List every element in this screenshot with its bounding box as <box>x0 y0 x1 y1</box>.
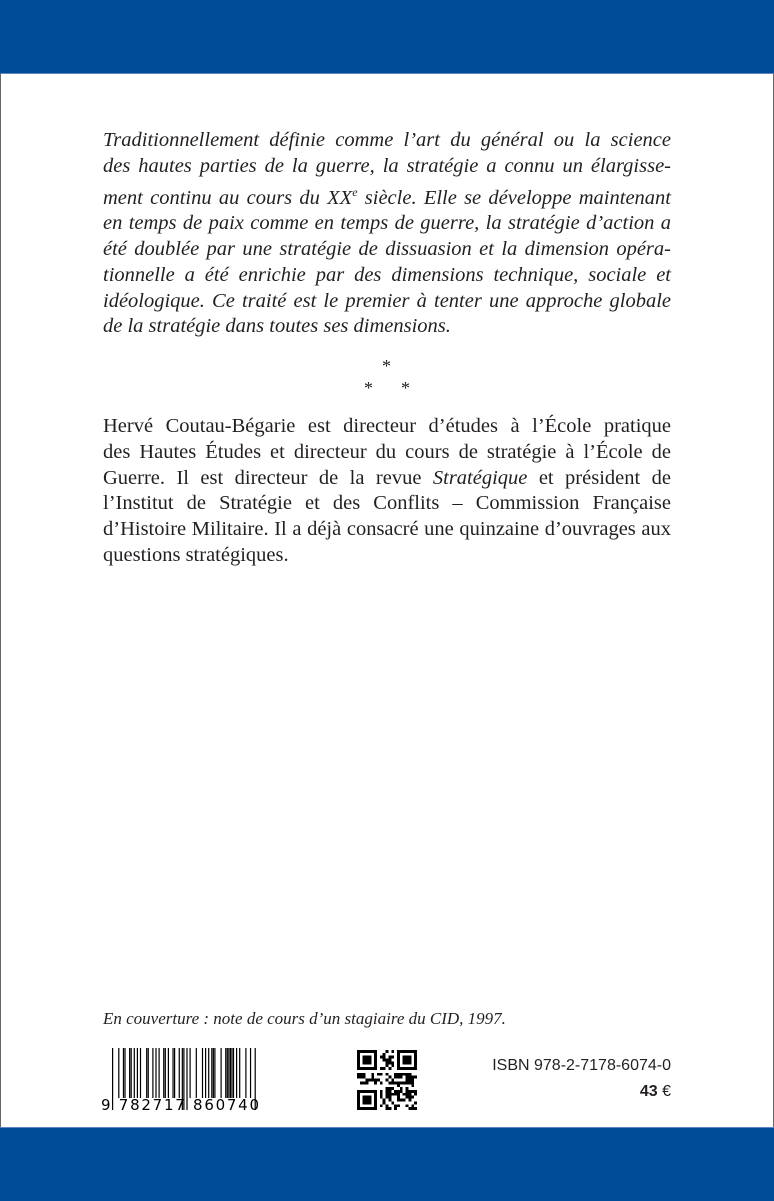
qr-module <box>408 1073 411 1076</box>
qr-module <box>411 1104 414 1107</box>
qr-module <box>366 1099 369 1102</box>
bio-line: Guerre. Il est directeur de la revue Stratégique et président de <box>103 466 671 489</box>
qr-module <box>408 1093 411 1096</box>
qr-module <box>366 1079 369 1082</box>
qr-module <box>366 1090 369 1093</box>
qr-module <box>360 1067 363 1070</box>
barcode-bar <box>245 1048 246 1098</box>
qr-module <box>360 1081 363 1084</box>
separator-asterisk: * <box>382 356 391 376</box>
qr-module <box>408 1090 411 1093</box>
qr-module <box>380 1104 383 1107</box>
qr-module <box>371 1107 374 1110</box>
qr-module <box>406 1050 409 1053</box>
barcode-bar <box>202 1048 203 1098</box>
qr-module <box>408 1079 411 1082</box>
qr-module <box>388 1090 391 1093</box>
qr-module <box>363 1099 366 1102</box>
qr-module <box>414 1064 417 1067</box>
qr-module <box>400 1073 403 1076</box>
qr-module <box>368 1056 371 1059</box>
qr-module <box>363 1059 366 1062</box>
barcode-bar <box>227 1048 228 1098</box>
qr-module <box>414 1061 417 1064</box>
blurb-line: tionnelle a été enrichie par des dimensions technique, sociale et <box>103 263 671 286</box>
barcode-bar <box>148 1048 149 1098</box>
qr-module <box>368 1096 371 1099</box>
qr-module <box>374 1067 377 1070</box>
qr-module <box>403 1067 406 1070</box>
qr-module <box>391 1056 394 1059</box>
qr-module <box>374 1056 377 1059</box>
qr-module <box>386 1050 389 1053</box>
barcode-bar <box>172 1048 173 1098</box>
barcode-bar <box>165 1048 166 1098</box>
qr-module <box>411 1050 414 1053</box>
qr-module <box>374 1107 377 1110</box>
qr-module <box>386 1107 389 1110</box>
qr-module <box>366 1059 369 1062</box>
blurb-line: idéologique. Ce traité est le premier à tenter une approche globale <box>103 289 671 312</box>
barcode-bar <box>137 1048 138 1098</box>
qr-module <box>397 1064 400 1067</box>
qr-module <box>357 1050 360 1053</box>
qr-module <box>380 1067 383 1070</box>
qr-module <box>363 1090 366 1093</box>
qr-module <box>394 1073 397 1076</box>
qr-module <box>383 1101 386 1104</box>
bio-line: Hervé Coutau-Bégarie est directeur d’études à l’École pratique <box>103 415 671 437</box>
qr-module <box>357 1104 360 1107</box>
qr-module <box>406 1079 409 1082</box>
author-bio <box>103 414 671 569</box>
qr-module <box>368 1050 371 1053</box>
barcode-digits: 9 782717 860740 <box>101 1096 259 1112</box>
barcode-bar <box>233 1048 234 1098</box>
bio-line: questions stratégiques. <box>103 543 289 566</box>
qr-module <box>388 1067 391 1070</box>
qr-module <box>368 1099 371 1102</box>
qr-module <box>357 1073 360 1076</box>
qr-module <box>380 1093 383 1096</box>
qr-module <box>377 1079 380 1082</box>
qr-module <box>406 1061 409 1064</box>
qr-module <box>388 1059 391 1062</box>
qr-module <box>386 1087 389 1090</box>
barcode-bar <box>163 1048 164 1098</box>
bio-line: d’Histoire Militaire. Il a déjà consacré une quinzaine d’ouvrages aux <box>103 518 671 541</box>
qr-module <box>397 1104 400 1107</box>
qr-module <box>397 1053 400 1056</box>
qr-module <box>366 1050 369 1053</box>
qr-module <box>357 1099 360 1102</box>
qr-module <box>403 1081 406 1084</box>
qr-module <box>391 1101 394 1104</box>
qr-module <box>394 1104 397 1107</box>
bottom-color-band <box>0 1127 774 1201</box>
qr-module <box>414 1101 417 1104</box>
qr-module <box>397 1099 400 1102</box>
qr-module <box>408 1096 411 1099</box>
qr-module <box>400 1099 403 1102</box>
qr-module <box>391 1079 394 1082</box>
qr-module <box>388 1087 391 1090</box>
qr-module <box>374 1079 377 1082</box>
qr-module <box>374 1053 377 1056</box>
qr-module <box>368 1079 371 1082</box>
barcode-bar <box>155 1048 156 1098</box>
qr-module <box>397 1084 400 1087</box>
qr-module <box>374 1090 377 1093</box>
qr-module <box>383 1053 386 1056</box>
qr-module <box>397 1093 400 1096</box>
qr-module <box>357 1107 360 1110</box>
qr-module <box>386 1096 389 1099</box>
qr-module <box>391 1050 394 1053</box>
qr-code-image <box>357 1050 417 1110</box>
qr-module <box>383 1056 386 1059</box>
blurb-paragraph <box>103 128 671 340</box>
blurb-line: de la stratégie dans toutes ses dimensions. <box>103 315 451 338</box>
qr-module <box>406 1081 409 1084</box>
barcode-bar <box>129 1048 130 1098</box>
qr-module <box>371 1076 374 1079</box>
qr-module <box>368 1059 371 1062</box>
qr-module <box>357 1061 360 1064</box>
qr-module <box>414 1053 417 1056</box>
qr-module <box>386 1061 389 1064</box>
price-currency: € <box>662 1083 671 1100</box>
barcode-bar <box>214 1048 215 1098</box>
barcode-bar <box>208 1048 209 1098</box>
cover-caption: En couverture : note de cours d’un stagiaire du CID, 1997. <box>103 1009 506 1028</box>
qr-module <box>368 1101 371 1104</box>
qr-module <box>388 1093 391 1096</box>
barcode-bar <box>140 1048 141 1098</box>
qr-module <box>383 1067 386 1070</box>
blurb-line: en temps de paix comme en temps de guerre, la stratégie d’action a <box>103 212 671 235</box>
barcode-image <box>100 1046 262 1112</box>
qr-module <box>360 1076 363 1079</box>
qr-module <box>374 1104 377 1107</box>
qr-module <box>414 1059 417 1062</box>
qr-module <box>357 1067 360 1070</box>
qr-module <box>386 1090 389 1093</box>
qr-module <box>397 1061 400 1064</box>
qr-module <box>371 1067 374 1070</box>
qr-module <box>394 1093 397 1096</box>
qr-module <box>397 1056 400 1059</box>
qr-module <box>397 1050 400 1053</box>
barcode-bar <box>213 1048 214 1098</box>
qr-module <box>391 1064 394 1067</box>
qr-module <box>357 1093 360 1096</box>
qr-module <box>363 1076 366 1079</box>
qr-module <box>394 1081 397 1084</box>
qr-module <box>363 1101 366 1104</box>
qr-module <box>371 1073 374 1076</box>
qr-module <box>363 1056 366 1059</box>
qr-module <box>400 1067 403 1070</box>
qr-module <box>414 1050 417 1053</box>
qr-module <box>363 1050 366 1053</box>
barcode-bar <box>174 1048 175 1098</box>
barcode-bar <box>236 1048 237 1098</box>
barcode-bar <box>228 1048 229 1098</box>
qr-module <box>388 1099 391 1102</box>
barcode-bar <box>168 1048 169 1098</box>
qr-module <box>411 1090 414 1093</box>
qr-module <box>397 1073 400 1076</box>
qr-module <box>360 1107 363 1110</box>
barcode-bar <box>118 1048 119 1098</box>
qr-module <box>357 1059 360 1062</box>
qr-module <box>363 1073 366 1076</box>
qr-module <box>414 1107 417 1110</box>
bio-line: des Hautes Études et directeur du cours de stratégie à l’École de <box>103 440 671 463</box>
qr-module <box>388 1076 391 1079</box>
qr-module <box>363 1107 366 1110</box>
qr-module <box>366 1107 369 1110</box>
barcode-bar <box>231 1048 232 1098</box>
qr-module <box>386 1079 389 1082</box>
qr-module <box>394 1090 397 1093</box>
qr-module <box>400 1050 403 1053</box>
barcode-bar <box>205 1048 206 1098</box>
qr-module <box>380 1081 383 1084</box>
barcode-bar <box>179 1048 180 1098</box>
qr-module <box>406 1090 409 1093</box>
barcode-bar <box>225 1048 226 1098</box>
qr-module <box>388 1056 391 1059</box>
qr-module <box>374 1096 377 1099</box>
qr-module <box>408 1099 411 1102</box>
qr-module <box>403 1073 406 1076</box>
qr-module <box>366 1096 369 1099</box>
qr-module <box>380 1096 383 1099</box>
barcode-bar <box>230 1048 231 1098</box>
qr-module <box>406 1073 409 1076</box>
qr-module <box>388 1107 391 1110</box>
qr-module <box>411 1107 414 1110</box>
qr-module <box>408 1061 411 1064</box>
barcode-bar <box>131 1048 132 1098</box>
qr-module <box>357 1053 360 1056</box>
qr-module <box>403 1093 406 1096</box>
qr-module <box>414 1067 417 1070</box>
qr-module <box>368 1107 371 1110</box>
qr-module <box>411 1076 414 1079</box>
qr-module <box>406 1059 409 1062</box>
qr-module <box>397 1081 400 1084</box>
qr-module <box>374 1064 377 1067</box>
qr-module <box>414 1056 417 1059</box>
qr-module <box>386 1059 389 1062</box>
qr-module <box>406 1104 409 1107</box>
qr-module <box>394 1076 397 1079</box>
blurb-line: des hautes parties de la guerre, la stratégie a connu un élargisse- <box>103 154 671 177</box>
qr-module <box>357 1064 360 1067</box>
qr-module <box>383 1059 386 1062</box>
qr-module <box>371 1079 374 1082</box>
qr-module <box>414 1076 417 1079</box>
qr-module <box>411 1096 414 1099</box>
qr-module <box>406 1067 409 1070</box>
qr-module <box>363 1067 366 1070</box>
bio-line: l’Institut de Stratégie et des Conflits – Commission Française <box>103 492 671 515</box>
barcode-bar <box>239 1048 240 1098</box>
qr-module <box>408 1059 411 1062</box>
qr-module <box>400 1087 403 1090</box>
qr-module <box>414 1090 417 1093</box>
barcode-bar <box>152 1048 153 1098</box>
qr-module <box>403 1059 406 1062</box>
qr-module <box>406 1076 409 1079</box>
qr-module <box>368 1090 371 1093</box>
qr-module <box>368 1067 371 1070</box>
qr-module <box>357 1076 360 1079</box>
qr-module <box>400 1081 403 1084</box>
qr-module <box>374 1099 377 1102</box>
barcode-bar <box>123 1048 124 1098</box>
isbn-label: ISBN 978-2-7178-6074-0 <box>492 1057 671 1074</box>
qr-module <box>386 1093 389 1096</box>
qr-module <box>408 1056 411 1059</box>
qr-module <box>397 1059 400 1062</box>
qr-module <box>406 1093 409 1096</box>
qr-module <box>403 1099 406 1102</box>
qr-module <box>386 1064 389 1067</box>
qr-module <box>406 1087 409 1090</box>
qr-module <box>414 1093 417 1096</box>
top-color-band <box>0 0 774 74</box>
qr-module <box>386 1104 389 1107</box>
qr-module <box>391 1081 394 1084</box>
qr-module <box>374 1101 377 1104</box>
qr-module <box>368 1061 371 1064</box>
qr-module <box>366 1081 369 1084</box>
separator-asterisk: * <box>364 378 373 398</box>
qr-module <box>411 1084 414 1087</box>
qr-module <box>363 1096 366 1099</box>
qr-module <box>366 1101 369 1104</box>
qr-module <box>388 1061 391 1064</box>
qr-module <box>371 1090 374 1093</box>
qr-module <box>380 1056 383 1059</box>
blurb-line: ment continu au cours du XXe siècle. Elle se développe maintenant <box>103 184 671 209</box>
qr-module <box>411 1067 414 1070</box>
barcode-bar <box>134 1048 135 1098</box>
qr-module <box>400 1090 403 1093</box>
qr-module <box>406 1096 409 1099</box>
qr-module <box>403 1056 406 1059</box>
qr-module <box>357 1096 360 1099</box>
qr-module <box>397 1096 400 1099</box>
qr-module <box>366 1061 369 1064</box>
qr-module <box>397 1067 400 1070</box>
qr-module <box>391 1087 394 1090</box>
qr-module <box>374 1061 377 1064</box>
qr-module <box>357 1090 360 1093</box>
qr-module <box>408 1076 411 1079</box>
qr-module <box>374 1059 377 1062</box>
journal-title: Stratégique <box>432 466 528 489</box>
qr-module <box>394 1107 397 1110</box>
barcode-bar <box>190 1048 191 1098</box>
qr-module <box>403 1061 406 1064</box>
qr-module <box>360 1050 363 1053</box>
qr-module <box>388 1096 391 1099</box>
price-label <box>640 1083 671 1101</box>
qr-module <box>411 1081 414 1084</box>
superscript: e <box>352 184 358 199</box>
barcode-bar <box>159 1048 160 1098</box>
qr-module <box>371 1050 374 1053</box>
qr-module <box>388 1081 391 1084</box>
barcode-bar <box>124 1048 125 1098</box>
qr-module <box>366 1056 369 1059</box>
qr-module <box>408 1067 411 1070</box>
qr-module <box>391 1093 394 1096</box>
barcode-bar <box>211 1048 212 1098</box>
qr-module <box>386 1073 389 1076</box>
qr-module <box>363 1061 366 1064</box>
qr-module <box>360 1073 363 1076</box>
qr-module <box>411 1079 414 1082</box>
barcode-bar <box>196 1048 197 1098</box>
qr-module <box>374 1093 377 1096</box>
qr-module <box>380 1090 383 1093</box>
qr-module <box>360 1090 363 1093</box>
qr-module <box>383 1099 386 1102</box>
qr-module <box>377 1073 380 1076</box>
qr-module <box>408 1050 411 1053</box>
separator-asterisk: * <box>401 378 410 398</box>
blurb-line: été doublée par une stratégie de dissuasion et la dimension opéra- <box>103 238 671 261</box>
qr-module <box>391 1061 394 1064</box>
barcode-bar <box>146 1048 147 1098</box>
barcode-bar <box>221 1048 222 1098</box>
qr-module <box>408 1107 411 1110</box>
qr-module <box>406 1056 409 1059</box>
barcode-bar <box>250 1048 251 1098</box>
qr-module <box>408 1081 411 1084</box>
qr-module <box>357 1101 360 1104</box>
qr-module <box>403 1050 406 1053</box>
qr-module <box>380 1073 383 1076</box>
qr-module <box>397 1090 400 1093</box>
qr-module <box>363 1081 366 1084</box>
qr-module <box>397 1076 400 1079</box>
qr-module <box>374 1081 377 1084</box>
qr-module <box>400 1076 403 1079</box>
qr-module <box>366 1067 369 1070</box>
blurb-line: Traditionnellement définie comme l’art du général ou la science <box>103 129 671 151</box>
qr-module <box>374 1050 377 1053</box>
qr-module <box>357 1056 360 1059</box>
price-amount: 43 <box>639 1083 658 1100</box>
